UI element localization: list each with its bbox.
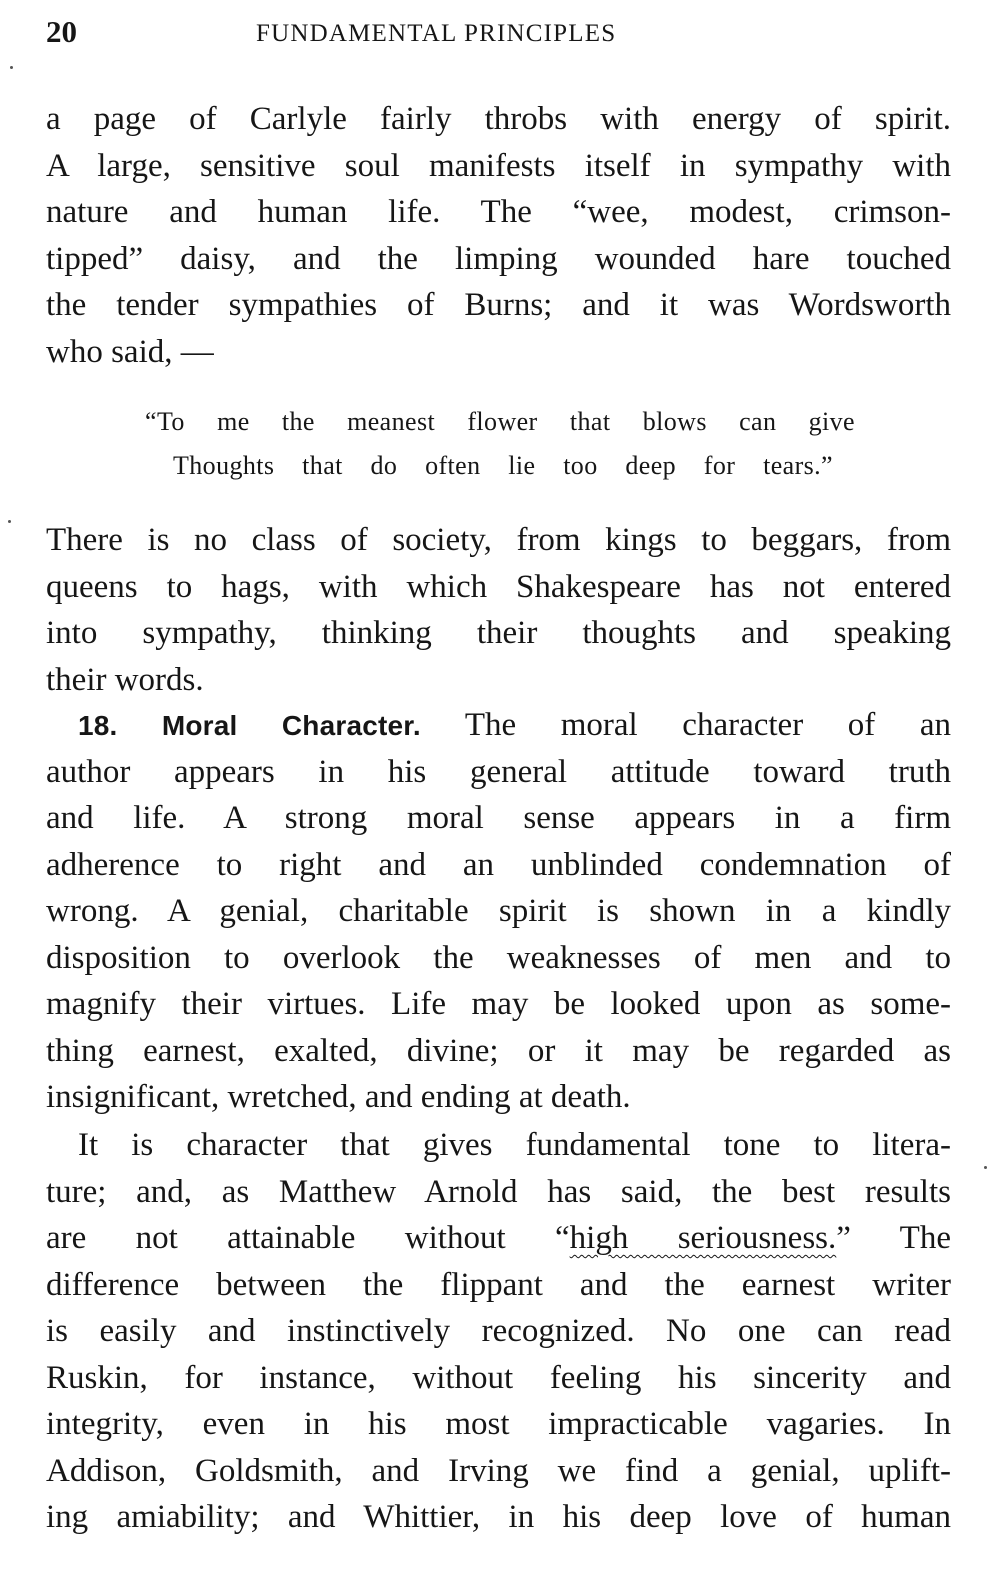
text-line: insignificant, wretched, and ending at death. [46,1079,631,1115]
text-line: There is no class of society, from kings to beggars, from [46,522,951,558]
text-line: Addison, Goldsmith, and Irving we find a genial, uplift- [46,1452,951,1489]
text-line: thing earnest, exalted, divine; or it may be regarded as [46,1032,951,1069]
text-line: ture; and, as Matthew Arnold has said, the best results [46,1173,951,1210]
text-line: their words. [46,661,204,698]
text-line: author appears in his general attitude toward truth [46,753,951,790]
quote-line: “To me the meanest flower that blows can give [145,407,855,436]
text-fragment: are not attainable without “ [46,1220,570,1256]
text-line: a page of Carlyle fairly throbs with energy of spirit. [46,101,951,137]
text-fragment: The moral character of an [464,707,952,743]
section-moral-character [46,702,951,1121]
quote-line: Thoughts that do often lie too deep for tears.” [173,451,833,480]
wordsworth-quote [145,400,855,488]
text-line: disposition to overlook the weaknesses of men and to [46,939,951,976]
margin-speck [984,1166,987,1169]
running-head: FUNDAMENTAL PRINCIPLES [256,20,617,47]
text-line: adherence to right and an unblinded condemnation of [46,846,951,883]
text-line: who said, — [46,333,214,370]
text-line [46,1215,951,1262]
underlined-phrase: high seriousness. [569,1220,837,1256]
margin-speck [8,520,11,523]
text-line: ing amiability; and Whittier, in his deep love of human [46,1499,951,1535]
text-line: magnify their virtues. Life may be looked upon as some- [46,986,951,1022]
page-header [46,14,906,58]
text-line: is easily and instinctively recognized. No one can read [46,1313,951,1349]
text-line: wrong. A genial, charitable spirit is shown in a kindly [46,893,951,929]
paragraph-carlyle [46,96,951,375]
margin-speck [10,66,13,69]
text-line: into sympathy, thinking their thoughts and speaking [46,615,951,651]
page-number: 20 [46,14,77,49]
text-line [46,702,951,749]
text-line: Ruskin, for instance, without feeling his sincerity and [46,1359,951,1396]
paragraph-shakespeare [46,517,951,703]
paragraph-character-tone [46,1122,951,1541]
text-line: difference between the flippant and the earnest writer [46,1266,951,1303]
text-line: A large, sensitive soul manifests itself in sympathy with [46,147,951,184]
section-heading: 18. Moral Character. [78,710,421,741]
text-line: and life. A strong moral sense appears in a firm [46,800,951,836]
text-line: queens to hags, with which Shakespeare has not entered [46,568,951,605]
text-line: It is character that gives fundamental tone to litera- [78,1127,951,1163]
text-line: integrity, even in his most impracticable vagaries. In [46,1406,951,1442]
text-line: tipped” daisy, and the limping wounded hare touched [46,240,951,277]
text-line: nature and human life. The “wee, modest, crimson- [46,194,951,230]
text-fragment: ” The [836,1220,951,1256]
text-line: the tender sympathies of Burns; and it was Wordsworth [46,287,951,323]
